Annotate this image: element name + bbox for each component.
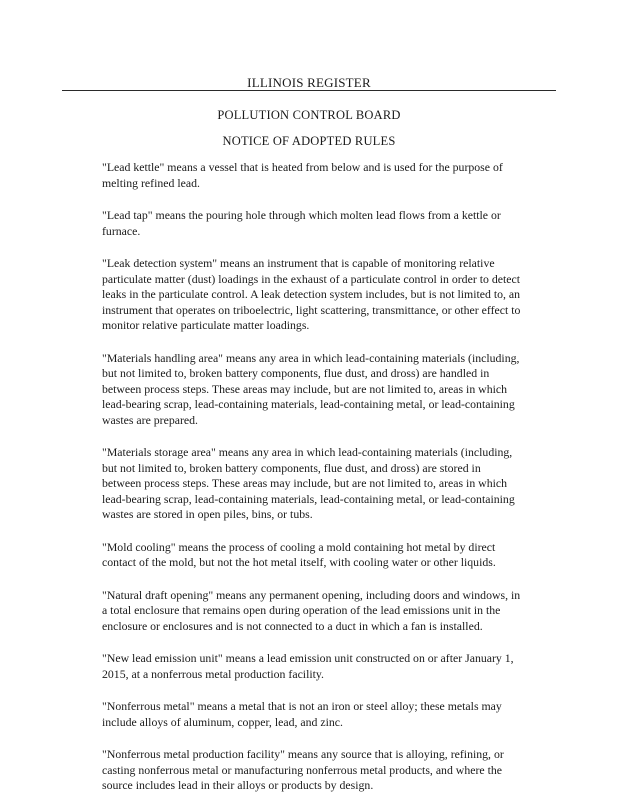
definition-leak-detection-system: "Leak detection system" means an instrument that is capable of monitoring relative particulate matter (dust) loadings in the exhaust of a particulate control in order to detect leaks in the particulate control. A leak detection system includes, but is not limited to, an instrument that operates on triboelectric, light scattering, transmittance, or other effect to monitor relative particulate matter loadings.	[102, 256, 521, 332]
definition-mold-cooling: "Mold cooling" means the process of cooling a mold containing hot metal by direct contact of the mold, but not the hot metal itself, with cooling water or other liquids.	[102, 539, 496, 569]
notice-title: NOTICE OF ADOPTED RULES	[222, 134, 396, 148]
definition-lead-kettle: "Lead kettle" means a vessel that is heated from below and is used for the purpose of melting refined lead.	[102, 160, 503, 190]
definition-nonferrous-metal: "Nonferrous metal" means a metal that is not an iron or steel alloy; these metals may include alloys of aluminum, copper, lead, and zinc.	[102, 699, 502, 729]
definition-lead-tap: "Lead tap" means the pouring hole through which molten lead flows from a kettle or furnace.	[102, 208, 501, 238]
definition-nonferrous-metal-production-facility: "Nonferrous metal production facility" means any source that is alloying, refining, or casting nonferrous metal or manufacturing nonferrous metal products, and where the source includes lead in their alloys or products by design.	[102, 747, 504, 792]
header-rule	[62, 90, 556, 91]
definition-natural-draft-opening: "Natural draft opening" means any permanent opening, including doors and windows, in a total enclosure that remains open during operation of the lead emissions unit in the enclosure or enclosures and is not connected to a duct in which a fan is installed.	[102, 587, 521, 633]
board-title: POLLUTION CONTROL BOARD	[217, 108, 401, 122]
register-title: ILLINOIS REGISTER	[247, 75, 371, 90]
definitions-body	[102, 160, 522, 811]
definition-materials-handling-area: "Materials handling area" means any area in which lead-containing materials (including, but not limited to, broken battery components, flue dust, and dross) are handled in between process steps. These areas may include, but are not limited to, areas in which lead-bearing scrap, lead-containing materials, lead-containing metal, or lead-containing wastes are prepared.	[102, 350, 520, 427]
definition-materials-storage-area: "Materials storage area" means any area in which lead-containing materials (including, but not limited to, broken battery components, flue dust, and dross) are stored in between process steps. These areas may include, but are not limited to, areas in which lead-bearing scrap, lead-containing materials, lead-containing metal, or lead-containing wastes are stored in open piles, bins, or tubs.	[102, 445, 515, 521]
definition-new-lead-emission-unit: "New lead emission unit" means a lead emission unit constructed on or after January 1, 2015, at a nonferrous metal production facility.	[102, 651, 514, 681]
